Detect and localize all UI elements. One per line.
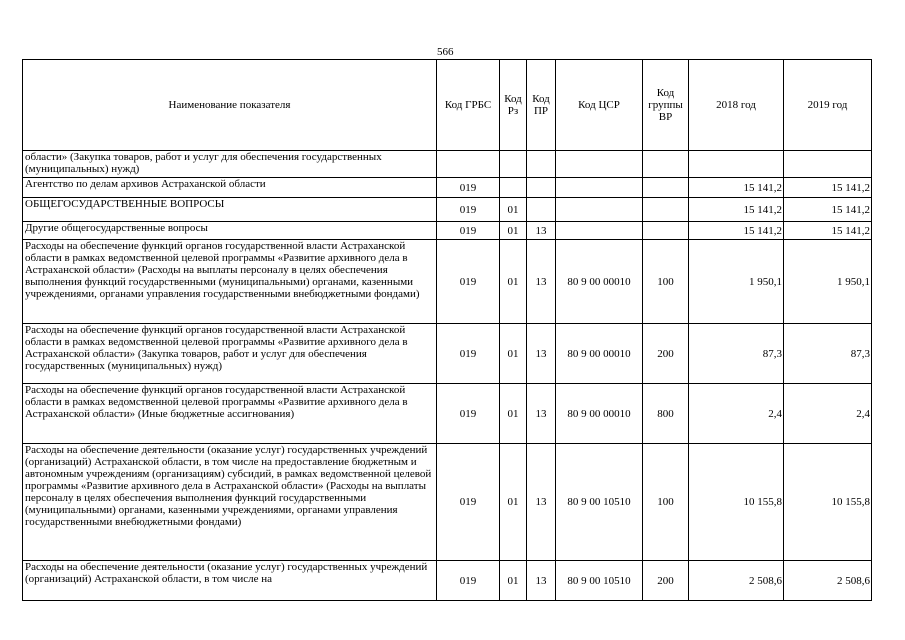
row-vr: 200 <box>643 324 689 384</box>
row-pr: 13 <box>527 561 556 601</box>
row-rz: 01 <box>500 444 527 561</box>
header-name: Наименование показателя <box>23 60 437 151</box>
table-row <box>23 222 872 240</box>
row-rz: 01 <box>500 561 527 601</box>
row-name: Расходы на обеспечение функций органов государственной власти Астраханской области в рамках ведомственной целевой программы «Развитие архивного дела в Астраханской области» (Закупка товаров, работ и услуг для обеспечения государственных (муниципальных) нужд) <box>23 324 437 384</box>
row-grbs: 019 <box>437 222 500 240</box>
row-pr <box>527 198 556 222</box>
row-csr: 80 9 00 10510 <box>556 444 643 561</box>
row-rz <box>500 151 527 178</box>
row-2019: 2 508,6 <box>784 561 872 601</box>
table-row <box>23 178 872 198</box>
row-pr: 13 <box>527 324 556 384</box>
row-csr <box>556 222 643 240</box>
row-grbs: 019 <box>437 561 500 601</box>
row-vr: 200 <box>643 561 689 601</box>
row-name: Расходы на обеспечение деятельности (оказание услуг) государственных учреждений (организаций) Астраханской области, в том числе на <box>23 561 437 601</box>
row-csr: 80 9 00 10510 <box>556 561 643 601</box>
row-2019: 15 141,2 <box>784 198 872 222</box>
row-vr <box>643 151 689 178</box>
table-row <box>23 561 872 601</box>
row-csr: 80 9 00 00010 <box>556 324 643 384</box>
row-csr <box>556 151 643 178</box>
row-2018: 15 141,2 <box>689 198 784 222</box>
row-2019: 1 950,1 <box>784 240 872 324</box>
row-rz <box>500 178 527 198</box>
table-row <box>23 198 872 222</box>
row-2018 <box>689 151 784 178</box>
header-rz: Код Рз <box>500 60 527 151</box>
row-vr: 100 <box>643 444 689 561</box>
row-vr <box>643 222 689 240</box>
row-2018: 15 141,2 <box>689 222 784 240</box>
row-vr: 800 <box>643 384 689 444</box>
row-rz: 01 <box>500 384 527 444</box>
row-grbs: 019 <box>437 178 500 198</box>
row-pr: 13 <box>527 384 556 444</box>
row-2019: 15 141,2 <box>784 178 872 198</box>
row-2019: 2,4 <box>784 384 872 444</box>
row-2018: 1 950,1 <box>689 240 784 324</box>
row-pr: 13 <box>527 444 556 561</box>
row-2018: 87,3 <box>689 324 784 384</box>
header-2018: 2018 год <box>689 60 784 151</box>
row-vr <box>643 198 689 222</box>
row-2019: 10 155,8 <box>784 444 872 561</box>
row-2018: 10 155,8 <box>689 444 784 561</box>
header-vr: Код группы ВР <box>643 60 689 151</box>
row-name: Расходы на обеспечение деятельности (оказание услуг) государственных учреждений (организаций) Астраханской области, в том числе на предоставление бюджетным и автономным учреждениям (организациям) субсидий, в рамках ведомственной целевой программы «Развитие архивного дела в Астраханской области» (Расходы на выплаты персоналу в целях обеспечения выполнения функций государственными (муниципальными) органами, казенными учреждениями, органами управления государственными внебюджетными фондами) <box>23 444 437 561</box>
row-rz: 01 <box>500 198 527 222</box>
row-pr: 13 <box>527 240 556 324</box>
row-name: Агентство по делам архивов Астраханской области <box>23 178 437 198</box>
row-2019 <box>784 151 872 178</box>
row-pr: 13 <box>527 222 556 240</box>
row-name: Расходы на обеспечение функций органов государственной власти Астраханской области в рамках ведомственной целевой программы «Развитие архивного дела в Астраханской области» (Расходы на выплаты персоналу в целях обеспечения выполнения функций государственными (муниципальными) органами, казенными учреждениями, органами управления государственными внебюджетными фондами) <box>23 240 437 324</box>
budget-table <box>22 59 872 601</box>
row-name: Расходы на обеспечение функций органов государственной власти Астраханской области в рамках ведомственной целевой программы «Развитие архивного дела в Астраханской области» (Иные бюджетные ассигнования) <box>23 384 437 444</box>
row-grbs: 019 <box>437 198 500 222</box>
row-grbs: 019 <box>437 240 500 324</box>
row-rz: 01 <box>500 240 527 324</box>
row-grbs: 019 <box>437 384 500 444</box>
table-row <box>23 240 872 324</box>
row-vr: 100 <box>643 240 689 324</box>
row-2018: 15 141,2 <box>689 178 784 198</box>
row-name: области» (Закупка товаров, работ и услуг для обеспечения государственных (муниципальных) нужд) <box>23 151 437 178</box>
row-2018: 2,4 <box>689 384 784 444</box>
table-header-row <box>23 60 872 151</box>
page-bottom-margin <box>0 606 905 640</box>
row-rz: 01 <box>500 324 527 384</box>
header-pr: Код ПР <box>527 60 556 151</box>
row-csr: 80 9 00 00010 <box>556 240 643 324</box>
row-2018: 2 508,6 <box>689 561 784 601</box>
header-grbs: Код ГРБС <box>437 60 500 151</box>
row-grbs: 019 <box>437 324 500 384</box>
row-grbs <box>437 151 500 178</box>
row-2019: 15 141,2 <box>784 222 872 240</box>
table-row <box>23 384 872 444</box>
row-csr <box>556 198 643 222</box>
row-pr <box>527 151 556 178</box>
table-body <box>23 151 872 601</box>
row-rz: 01 <box>500 222 527 240</box>
row-vr <box>643 178 689 198</box>
row-name: Другие общегосударственные вопросы <box>23 222 437 240</box>
row-csr <box>556 178 643 198</box>
row-csr: 80 9 00 00010 <box>556 384 643 444</box>
header-2019: 2019 год <box>784 60 872 151</box>
header-csr: Код ЦСР <box>556 60 643 151</box>
table-row <box>23 444 872 561</box>
table-row <box>23 324 872 384</box>
row-grbs: 019 <box>437 444 500 561</box>
page-number: 566 <box>437 46 454 58</box>
row-2019: 87,3 <box>784 324 872 384</box>
table-row <box>23 151 872 178</box>
row-name: ОБЩЕГОСУДАРСТВЕННЫЕ ВОПРОСЫ <box>23 198 437 222</box>
row-pr <box>527 178 556 198</box>
